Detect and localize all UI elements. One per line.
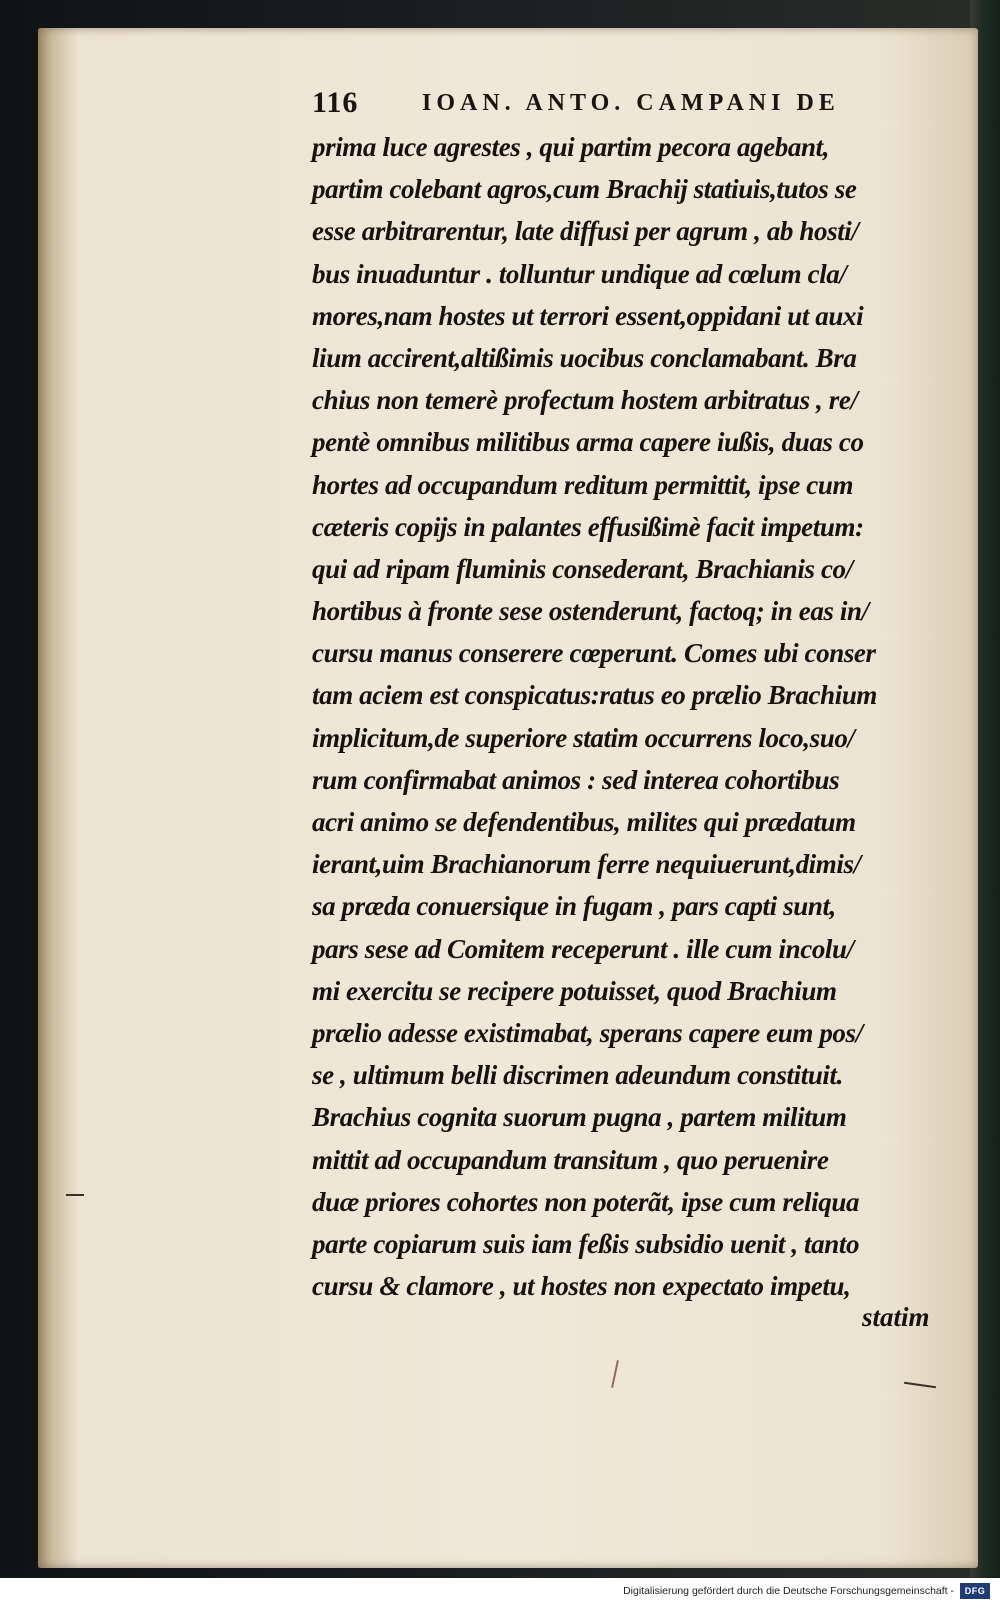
text-line: implicitum,de superiore statim occurrens loco,suo/ [312, 722, 855, 753]
body-text [312, 126, 940, 1307]
dfg-logo: DFG [960, 1583, 990, 1599]
text-line: acri animo se defendentibus, milites qui prædatum [312, 807, 856, 837]
margin-dash-mark [66, 1194, 84, 1196]
text-line: Brachius cognita suorum pugna , partem militum [312, 1102, 847, 1133]
catchword: statim [862, 1302, 930, 1332]
text-line: parte copiarum suis iam feßis subsidio uenit , tanto [312, 1228, 860, 1259]
text-line: pentè omnibus militibus arma capere iußis, duas co [312, 427, 864, 458]
text-line: se , ultimum belli discrimen adeundum constituit. [312, 1060, 843, 1091]
text-line: cursu & clamore , ut hostes non expectato impetu, [312, 1271, 851, 1302]
running-head: IOAN. ANTO. CAMPANI DE [422, 90, 840, 116]
text-line: partim colebant agros,cum Brachij statiuis,tutos se [312, 174, 857, 205]
text-line: pars sese ad Comitem receperunt . ille cum incolu/ [312, 933, 854, 964]
text-line: prima luce agrestes , qui partim pecora agebant, [312, 132, 830, 162]
text-line: mittit ad occupandum transitum , quo peruenire [312, 1144, 829, 1175]
digitization-credit: Digitalisierung gefördert durch die Deutsche Forschungsgemeinschaft - [623, 1585, 954, 1597]
text-line: mi exercitu se recipere potuisset, quod Brachium [312, 975, 837, 1006]
text-line: hortes ad occupandum reditum permittit, ipse cum [312, 469, 854, 500]
text-line: prælio adesse existimabat, sperans capere eum pos/ [312, 1017, 863, 1048]
page-gutter-shadow [38, 28, 78, 1568]
page-number: 116 [312, 86, 359, 119]
text-line: qui ad ripam fluminis consederant, Brachianis co/ [312, 553, 853, 584]
text-line: tam aciem est conspicatus:ratus eo prælio Brachium [312, 680, 878, 711]
text-line: mores,nam hostes ut terrori essent,oppidani ut auxi [312, 300, 864, 331]
text-line: esse arbitrarentur, late diffusi per agrum , ab hosti/ [312, 216, 859, 247]
text-line: chius non temerè profectum hostem arbitratus , re/ [312, 385, 858, 416]
text-line: ierant,uim Brachianorum ferre nequiuerunt,dimis/ [312, 849, 861, 880]
page-header [312, 86, 932, 126]
text-line: bus inuaduntur . tolluntur undique ad cœlum cla/ [312, 258, 847, 289]
text-line: duæ priores cohortes non poterãt, ipse cum reliqua [312, 1186, 860, 1217]
text-line: sa præda conuersique in fugam , pars capti sunt, [312, 891, 836, 922]
text-line: lium accirent,altißimis uocibus conclamabant. Bra [312, 342, 857, 373]
text-line: rum confirmabat animos : sed interea cohortibus [312, 764, 840, 795]
text-line: cursu manus conserere cœperunt. Comes ubi conser [312, 638, 876, 669]
text-line: cæteris copijs in palantes effusißimè facit impetum: [312, 511, 864, 542]
text-line: hortibus à fronte sese ostenderunt, factoq; in eas in/ [312, 596, 869, 627]
